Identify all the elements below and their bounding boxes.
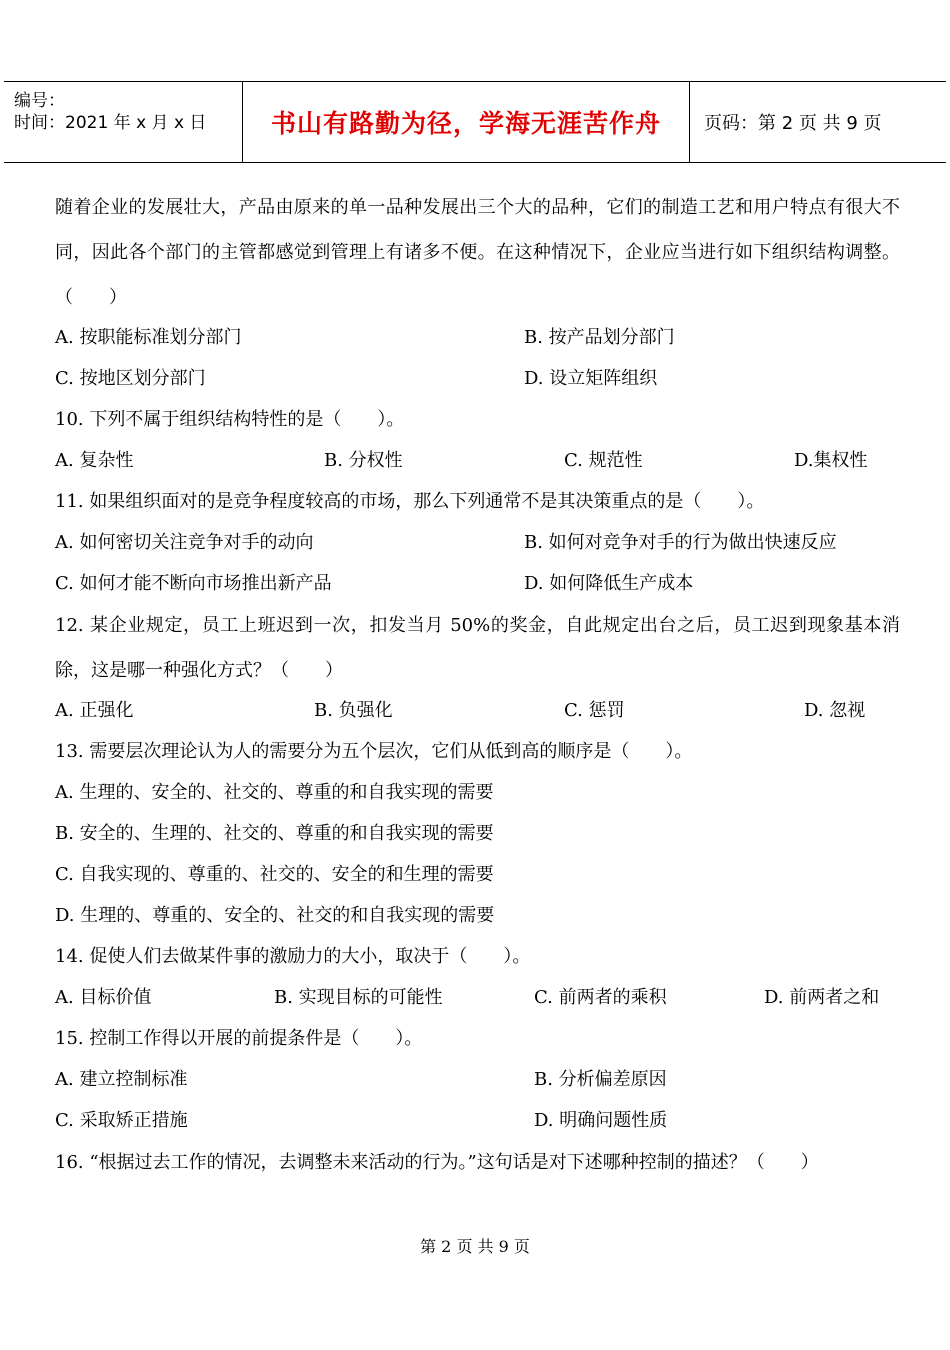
- question-12-option-b: B. 负强化: [314, 700, 393, 721]
- header-motto-cell: [243, 82, 690, 162]
- page-footer: 第 2 页 共 9 页: [420, 1237, 530, 1256]
- intro-option-b: B. 按产品划分部门: [524, 327, 675, 348]
- question-10-option-c: C. 规范性: [564, 450, 643, 471]
- number-label: 编号：: [14, 91, 65, 111]
- intro-question-text: 随着企业的发展壮大，产品由原来的单一品种发展出三个大的品种，它们的制造工艺和用户特点有很大不同，因此各个部门的主管都感觉到管理上有诸多不便。在这种情况下，企业应当进行如下组织结构调整。（ ）: [55, 197, 900, 308]
- question-10-option-a: A. 复杂性: [55, 450, 134, 471]
- time-label: 时间：2021 年 x 月 x 日: [14, 113, 207, 133]
- question-12-option-d: D. 忽视: [804, 700, 866, 721]
- intro-option-a: A. 按职能标准划分部门: [55, 327, 242, 348]
- question-13-stem: 13. 需要层次理论认为人的需要分为五个层次，它们从低到高的顺序是（ ）。: [55, 741, 693, 762]
- question-14-option-b: B. 实现目标的可能性: [274, 987, 443, 1008]
- question-11-option-a: A. 如何密切关注竞争对手的动向: [55, 532, 314, 553]
- header-meta: [4, 82, 243, 162]
- question-15-option-c: C. 采取矫正措施: [55, 1110, 188, 1131]
- question-11-stem: 11. 如果组织面对的是竞争程度较高的市场，那么下列通常不是其决策重点的是（ ）。: [55, 491, 765, 512]
- question-14-option-d: D. 前两者之和: [764, 987, 880, 1008]
- question-13-option-c: C. 自我实现的、尊重的、社交的、安全的和生理的需要: [55, 864, 494, 885]
- question-10-option-d: D.集权性: [794, 450, 868, 471]
- intro-option-c: C. 按地区划分部门: [55, 368, 206, 389]
- question-13-option-d: D. 生理的、尊重的、安全的、社交的和自我实现的需要: [55, 905, 495, 926]
- header-page-info: 页码：第 2 页 共 9 页: [704, 113, 882, 134]
- question-12-option-a: A. 正强化: [55, 700, 134, 721]
- question-16-stem: 16. “根据过去工作的情况，去调整未来活动的行为。”这句话是对下述哪种控制的描述？（ ）: [55, 1152, 819, 1173]
- document-header: [4, 81, 946, 163]
- question-12-stem: 12. 某企业规定，员工上班迟到一次，扣发当月 50%的奖金，自此规定出台之后，员工迟到现象基本消除，这是哪一种强化方式？（ ）: [55, 615, 900, 681]
- intro-option-d: D. 设立矩阵组织: [524, 368, 658, 389]
- question-12-option-c: C. 惩罚: [564, 700, 625, 721]
- question-11-option-b: B. 如何对竞争对手的行为做出快速反应: [524, 532, 837, 553]
- question-13-option-a: A. 生理的、安全的、社交的、尊重的和自我实现的需要: [55, 782, 494, 803]
- header-motto: 书山有路勤为径，学海无涯苦作舟: [270, 109, 661, 138]
- question-14-option-c: C. 前两者的乘积: [534, 987, 667, 1008]
- question-11-option-c: C. 如何才能不断向市场推出新产品: [55, 573, 332, 594]
- question-13-option-b: B. 安全的、生理的、社交的、尊重的和自我实现的需要: [55, 823, 494, 844]
- question-14-stem: 14. 促使人们去做某件事的激励力的大小，取决于（ ）。: [55, 946, 531, 967]
- question-14-option-a: A. 目标价值: [55, 987, 152, 1008]
- question-15-option-d: D. 明确问题性质: [534, 1110, 668, 1131]
- question-10-stem: 10. 下列不属于组织结构特性的是（ ）。: [55, 409, 405, 430]
- question-15-stem: 15. 控制工作得以开展的前提条件是（ ）。: [55, 1028, 423, 1049]
- question-10-option-b: B. 分权性: [324, 450, 403, 471]
- question-15-option-a: A. 建立控制标准: [55, 1069, 188, 1090]
- question-11-option-d: D. 如何降低生产成本: [524, 573, 694, 594]
- question-15-option-b: B. 分析偏差原因: [534, 1069, 667, 1090]
